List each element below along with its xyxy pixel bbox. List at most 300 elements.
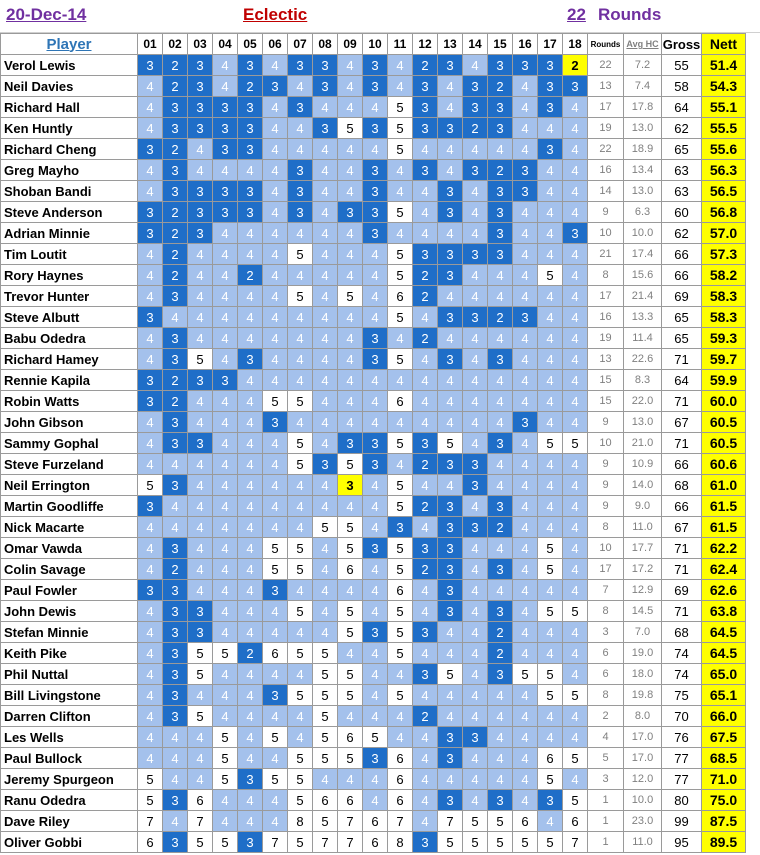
hole-header[interactable]: 13 [438,34,463,55]
hole-score-cell[interactable]: 4 [563,580,588,601]
hole-score-cell[interactable]: 3 [463,76,488,97]
hole-score-cell[interactable]: 4 [388,223,413,244]
rounds-cell[interactable]: 4 [588,727,624,748]
hole-score-cell[interactable]: 4 [138,76,163,97]
hole-score-cell[interactable]: 5 [213,727,238,748]
hole-score-cell[interactable]: 4 [438,328,463,349]
hole-header[interactable]: 16 [513,34,538,55]
hole-score-cell[interactable]: 3 [138,202,163,223]
hole-score-cell[interactable]: 4 [413,223,438,244]
hole-score-cell[interactable]: 6 [513,811,538,832]
avg-hc-cell[interactable]: 7.4 [624,76,662,97]
hole-score-cell[interactable]: 3 [488,559,513,580]
hole-score-cell[interactable]: 5 [388,118,413,139]
hole-score-cell[interactable]: 5 [388,265,413,286]
rounds-cell[interactable]: 17 [588,286,624,307]
table-row[interactable] [1,475,746,496]
avg-hc-cell[interactable]: 17.0 [624,748,662,769]
hole-score-cell[interactable]: 4 [513,370,538,391]
hole-score-cell[interactable]: 4 [238,328,263,349]
table-row[interactable] [1,223,746,244]
hole-score-cell[interactable]: 4 [363,769,388,790]
hole-score-cell[interactable]: 4 [188,328,213,349]
nett-cell[interactable]: 59.7 [702,349,746,370]
hole-score-cell[interactable]: 3 [138,223,163,244]
hole-score-cell[interactable]: 4 [513,118,538,139]
hole-score-cell[interactable]: 4 [313,601,338,622]
hole-score-cell[interactable]: 4 [388,160,413,181]
player-name-cell[interactable]: Verol Lewis [1,55,138,76]
hole-score-cell[interactable]: 7 [313,832,338,853]
hole-score-cell[interactable]: 3 [138,307,163,328]
player-name-cell[interactable]: Paul Bullock [1,748,138,769]
table-row[interactable] [1,454,746,475]
hole-score-cell[interactable]: 4 [563,328,588,349]
hole-score-cell[interactable]: 3 [438,307,463,328]
hole-score-cell[interactable]: 4 [213,790,238,811]
hole-score-cell[interactable]: 4 [238,748,263,769]
hole-score-cell[interactable]: 4 [238,412,263,433]
hole-score-cell[interactable]: 4 [188,286,213,307]
avg-hc-cell[interactable]: 15.6 [624,265,662,286]
hole-score-cell[interactable]: 3 [188,601,213,622]
player-name-cell[interactable]: Rennie Kapila [1,370,138,391]
hole-score-cell[interactable]: 4 [213,223,238,244]
hole-score-cell[interactable]: 4 [138,412,163,433]
hole-score-cell[interactable]: 4 [563,727,588,748]
player-name-cell[interactable]: Omar Vawda [1,538,138,559]
hole-score-cell[interactable]: 5 [188,349,213,370]
rounds-cell[interactable]: 19 [588,118,624,139]
player-name-cell[interactable]: Neil Davies [1,76,138,97]
hole-score-cell[interactable]: 4 [513,643,538,664]
hole-score-cell[interactable]: 4 [363,685,388,706]
player-name-cell[interactable]: Oliver Gobbi [1,832,138,853]
hole-score-cell[interactable]: 4 [288,76,313,97]
nett-cell[interactable]: 60.5 [702,412,746,433]
hole-score-cell[interactable]: 5 [338,454,363,475]
hole-score-cell[interactable]: 4 [188,496,213,517]
hole-score-cell[interactable]: 4 [138,118,163,139]
hole-header[interactable]: 01 [138,34,163,55]
hole-score-cell[interactable]: 4 [363,517,388,538]
hole-score-cell[interactable]: 3 [463,517,488,538]
gross-cell[interactable]: 71 [662,559,702,580]
hole-score-cell[interactable]: 4 [513,580,538,601]
hole-score-cell[interactable]: 4 [163,517,188,538]
hole-score-cell[interactable]: 4 [538,811,563,832]
player-name-cell[interactable]: Colin Savage [1,559,138,580]
hole-score-cell[interactable]: 4 [263,433,288,454]
avg-hc-cell[interactable]: 22.6 [624,349,662,370]
table-row[interactable] [1,55,746,76]
hole-score-cell[interactable]: 4 [488,454,513,475]
hole-score-cell[interactable]: 5 [288,601,313,622]
hole-score-cell[interactable]: 3 [488,790,513,811]
hole-score-cell[interactable]: 2 [488,517,513,538]
hole-score-cell[interactable]: 4 [463,538,488,559]
player-name-cell[interactable]: Steve Furzeland [1,454,138,475]
hole-header[interactable]: 11 [388,34,413,55]
hole-score-cell[interactable]: 4 [288,307,313,328]
hole-score-cell[interactable]: 3 [163,475,188,496]
hole-score-cell[interactable]: 4 [538,370,563,391]
hole-score-cell[interactable]: 4 [263,370,288,391]
hole-score-cell[interactable]: 4 [538,181,563,202]
hole-score-cell[interactable]: 3 [388,517,413,538]
hole-score-cell[interactable]: 3 [238,832,263,853]
hole-score-cell[interactable]: 4 [288,622,313,643]
rounds-cell[interactable]: 1 [588,811,624,832]
gross-cell[interactable]: 66 [662,265,702,286]
hole-score-cell[interactable]: 5 [288,538,313,559]
hole-score-cell[interactable]: 4 [413,412,438,433]
hole-score-cell[interactable]: 5 [338,118,363,139]
hole-score-cell[interactable]: 4 [363,601,388,622]
hole-score-cell[interactable]: 4 [513,265,538,286]
hole-header[interactable]: 07 [288,34,313,55]
hole-score-cell[interactable]: 3 [513,181,538,202]
hole-score-cell[interactable]: 4 [563,496,588,517]
hole-score-cell[interactable]: 2 [413,55,438,76]
rounds-cell[interactable]: 5 [588,748,624,769]
hole-score-cell[interactable]: 4 [263,496,288,517]
hole-score-cell[interactable]: 2 [163,223,188,244]
hole-score-cell[interactable]: 4 [388,55,413,76]
hole-score-cell[interactable]: 4 [438,391,463,412]
hole-score-cell[interactable]: 2 [413,454,438,475]
table-row[interactable] [1,706,746,727]
hole-score-cell[interactable]: 4 [538,286,563,307]
gross-cell[interactable]: 68 [662,622,702,643]
hole-score-cell[interactable]: 4 [513,559,538,580]
nett-cell[interactable]: 58.2 [702,265,746,286]
hole-score-cell[interactable]: 5 [563,433,588,454]
hole-score-cell[interactable]: 4 [288,475,313,496]
hole-score-cell[interactable]: 4 [238,685,263,706]
hole-score-cell[interactable]: 3 [438,265,463,286]
hole-score-cell[interactable]: 3 [313,454,338,475]
hole-score-cell[interactable]: 4 [563,181,588,202]
hole-score-cell[interactable]: 3 [338,433,363,454]
hole-score-cell[interactable]: 7 [338,811,363,832]
hole-score-cell[interactable]: 4 [413,727,438,748]
hole-score-cell[interactable]: 4 [388,727,413,748]
hole-score-cell[interactable]: 4 [188,139,213,160]
hole-score-cell[interactable]: 4 [238,664,263,685]
hole-score-cell[interactable]: 4 [263,790,288,811]
hole-score-cell[interactable]: 4 [363,244,388,265]
hole-score-cell[interactable]: 3 [488,496,513,517]
hole-score-cell[interactable]: 3 [463,475,488,496]
hole-score-cell[interactable]: 3 [363,181,388,202]
hole-score-cell[interactable]: 4 [463,391,488,412]
hole-score-cell[interactable]: 3 [363,622,388,643]
hole-score-cell[interactable]: 4 [163,307,188,328]
hole-score-cell[interactable]: 4 [188,307,213,328]
hole-score-cell[interactable]: 4 [188,580,213,601]
hole-score-cell[interactable]: 2 [163,76,188,97]
hole-score-cell[interactable]: 4 [513,496,538,517]
hole-score-cell[interactable]: 3 [238,97,263,118]
hole-score-cell[interactable]: 3 [438,118,463,139]
hole-score-cell[interactable]: 7 [188,811,213,832]
avg-hc-cell[interactable]: 17.0 [624,727,662,748]
hole-score-cell[interactable]: 4 [563,370,588,391]
table-row[interactable] [1,769,746,790]
hole-score-cell[interactable]: 6 [388,391,413,412]
avg-hc-cell[interactable]: 9.0 [624,496,662,517]
hole-score-cell[interactable]: 4 [463,601,488,622]
hole-score-cell[interactable]: 4 [213,76,238,97]
table-row[interactable] [1,664,746,685]
gross-cell[interactable]: 71 [662,391,702,412]
hole-score-cell[interactable]: 4 [488,265,513,286]
hole-header[interactable]: 18 [563,34,588,55]
hole-score-cell[interactable]: 4 [263,622,288,643]
hole-score-cell[interactable]: 6 [388,748,413,769]
gross-cell[interactable]: 77 [662,748,702,769]
hole-score-cell[interactable]: 3 [363,349,388,370]
hole-score-cell[interactable]: 4 [388,76,413,97]
hole-score-cell[interactable]: 3 [463,307,488,328]
hole-score-cell[interactable]: 3 [163,181,188,202]
hole-score-cell[interactable]: 2 [163,139,188,160]
avg-hc-cell[interactable]: 17.7 [624,538,662,559]
hole-score-cell[interactable]: 4 [538,517,563,538]
hole-score-cell[interactable]: 5 [563,601,588,622]
hole-score-cell[interactable]: 4 [138,559,163,580]
hole-score-cell[interactable]: 4 [313,433,338,454]
hole-score-cell[interactable]: 4 [563,538,588,559]
hole-score-cell[interactable]: 4 [513,328,538,349]
table-row[interactable] [1,748,746,769]
hole-score-cell[interactable]: 4 [513,454,538,475]
hole-score-cell[interactable]: 4 [363,706,388,727]
hole-score-cell[interactable]: 4 [138,433,163,454]
gross-cell[interactable]: 69 [662,580,702,601]
hole-score-cell[interactable]: 5 [388,643,413,664]
hole-score-cell[interactable]: 4 [513,286,538,307]
hole-score-cell[interactable]: 4 [538,328,563,349]
nett-cell[interactable]: 62.6 [702,580,746,601]
hole-score-cell[interactable]: 3 [163,664,188,685]
hole-score-cell[interactable]: 4 [238,223,263,244]
hole-score-cell[interactable]: 4 [413,517,438,538]
hole-score-cell[interactable]: 4 [238,496,263,517]
hole-score-cell[interactable]: 4 [363,496,388,517]
hole-score-cell[interactable]: 5 [213,832,238,853]
hole-score-cell[interactable]: 4 [338,349,363,370]
hole-score-cell[interactable]: 2 [413,286,438,307]
table-row[interactable] [1,181,746,202]
hole-header[interactable]: 12 [413,34,438,55]
hole-score-cell[interactable]: 4 [363,643,388,664]
hole-score-cell[interactable]: 3 [363,76,388,97]
hole-score-cell[interactable]: 2 [413,328,438,349]
hole-score-cell[interactable]: 5 [288,244,313,265]
hole-score-cell[interactable]: 4 [563,118,588,139]
hole-score-cell[interactable]: 3 [213,139,238,160]
hole-score-cell[interactable]: 2 [238,643,263,664]
hole-score-cell[interactable]: 4 [463,202,488,223]
avg-hc-cell[interactable]: 8.3 [624,370,662,391]
player-name-cell[interactable]: Steve Albutt [1,307,138,328]
hole-score-cell[interactable]: 3 [188,181,213,202]
hole-score-cell[interactable]: 3 [213,118,238,139]
hole-score-cell[interactable]: 3 [488,349,513,370]
player-name-cell[interactable]: Stefan Minnie [1,622,138,643]
hole-score-cell[interactable]: 7 [563,832,588,853]
hole-score-cell[interactable]: 4 [213,685,238,706]
table-row[interactable] [1,244,746,265]
nett-cell[interactable]: 64.5 [702,643,746,664]
hole-score-cell[interactable]: 3 [363,748,388,769]
hole-score-cell[interactable]: 3 [413,433,438,454]
hole-score-cell[interactable]: 4 [213,307,238,328]
hole-score-cell[interactable]: 5 [138,790,163,811]
hole-score-cell[interactable]: 4 [438,286,463,307]
hole-score-cell[interactable]: 4 [313,265,338,286]
hole-score-cell[interactable]: 3 [488,664,513,685]
table-row[interactable] [1,160,746,181]
hole-score-cell[interactable]: 3 [488,223,513,244]
hole-score-cell[interactable]: 4 [288,412,313,433]
hole-score-cell[interactable]: 3 [138,496,163,517]
hole-score-cell[interactable]: 2 [413,706,438,727]
hole-score-cell[interactable]: 4 [238,475,263,496]
hole-score-cell[interactable]: 3 [488,601,513,622]
hole-score-cell[interactable]: 4 [288,118,313,139]
hole-score-cell[interactable]: 4 [263,811,288,832]
hole-score-cell[interactable]: 4 [563,265,588,286]
table-row[interactable] [1,139,746,160]
nett-cell[interactable]: 89.5 [702,832,746,853]
hole-score-cell[interactable]: 4 [238,517,263,538]
hole-score-cell[interactable]: 5 [263,727,288,748]
hole-score-cell[interactable]: 3 [513,55,538,76]
table-row[interactable] [1,370,746,391]
hole-score-cell[interactable]: 4 [338,223,363,244]
hole-score-cell[interactable]: 5 [188,643,213,664]
hole-score-cell[interactable]: 5 [188,706,213,727]
rounds-cell[interactable]: 10 [588,538,624,559]
hole-score-cell[interactable]: 4 [138,517,163,538]
table-row[interactable] [1,601,746,622]
hole-score-cell[interactable]: 3 [488,97,513,118]
hole-score-cell[interactable]: 3 [188,76,213,97]
hole-header[interactable]: 08 [313,34,338,55]
hole-score-cell[interactable]: 3 [313,118,338,139]
hole-score-cell[interactable]: 3 [463,160,488,181]
hole-score-cell[interactable]: 4 [513,475,538,496]
nett-cell[interactable]: 56.5 [702,181,746,202]
nett-cell[interactable]: 55.1 [702,97,746,118]
avg-hc-cell[interactable]: 13.0 [624,118,662,139]
hole-score-cell[interactable]: 4 [213,811,238,832]
hole-score-cell[interactable]: 4 [213,286,238,307]
hole-score-cell[interactable]: 4 [488,475,513,496]
gross-cell[interactable]: 68 [662,475,702,496]
hole-score-cell[interactable]: 4 [263,349,288,370]
avg-hc-cell[interactable]: 13.0 [624,181,662,202]
avg-hc-cell[interactable]: 17.8 [624,97,662,118]
avg-hc-cell[interactable]: 21.0 [624,433,662,454]
hole-score-cell[interactable]: 4 [263,664,288,685]
hole-score-cell[interactable]: 4 [538,475,563,496]
avg-hc-cell[interactable]: 10.0 [624,790,662,811]
gross-cell[interactable]: 63 [662,181,702,202]
player-name-cell[interactable]: Neil Errington [1,475,138,496]
rounds-cell[interactable]: 3 [588,622,624,643]
hole-score-cell[interactable]: 5 [288,454,313,475]
hole-score-cell[interactable]: 4 [313,622,338,643]
player-name-cell[interactable]: Ranu Odedra [1,790,138,811]
hole-score-cell[interactable]: 4 [188,769,213,790]
hole-score-cell[interactable]: 4 [438,643,463,664]
hole-score-cell[interactable]: 3 [288,202,313,223]
hole-score-cell[interactable]: 3 [163,706,188,727]
hole-score-cell[interactable]: 3 [213,97,238,118]
hole-score-cell[interactable]: 4 [288,664,313,685]
hole-score-cell[interactable]: 4 [463,55,488,76]
gross-cell[interactable]: 74 [662,643,702,664]
hole-score-cell[interactable]: 4 [463,496,488,517]
hole-score-cell[interactable]: 5 [338,286,363,307]
hole-score-cell[interactable]: 3 [438,538,463,559]
hole-score-cell[interactable]: 5 [338,601,363,622]
hole-score-cell[interactable]: 5 [388,559,413,580]
hole-score-cell[interactable]: 4 [513,223,538,244]
hole-score-cell[interactable]: 4 [538,412,563,433]
avg-hc-cell[interactable]: 14.0 [624,475,662,496]
table-row[interactable] [1,832,746,853]
hole-score-cell[interactable]: 4 [238,160,263,181]
hole-score-cell[interactable]: 3 [338,475,363,496]
hole-score-cell[interactable]: 4 [463,580,488,601]
player-name-cell[interactable]: Paul Fowler [1,580,138,601]
hole-score-cell[interactable]: 4 [138,538,163,559]
hole-score-cell[interactable]: 4 [213,517,238,538]
hole-score-cell[interactable]: 3 [538,55,563,76]
gross-cell[interactable]: 66 [662,454,702,475]
player-name-cell[interactable]: Jeremy Spurgeon [1,769,138,790]
hole-score-cell[interactable]: 4 [138,727,163,748]
hole-score-cell[interactable]: 4 [213,433,238,454]
hole-score-cell[interactable]: 4 [288,370,313,391]
hole-score-cell[interactable]: 3 [463,454,488,475]
table-row[interactable] [1,517,746,538]
hole-score-cell[interactable]: 4 [313,349,338,370]
hole-score-cell[interactable]: 3 [313,55,338,76]
hole-score-cell[interactable]: 5 [288,286,313,307]
rounds-cell[interactable]: 6 [588,664,624,685]
hole-score-cell[interactable]: 4 [463,643,488,664]
hole-score-cell[interactable]: 4 [463,286,488,307]
hole-score-cell[interactable]: 3 [238,139,263,160]
hole-score-cell[interactable]: 4 [188,727,213,748]
player-name-cell[interactable]: Babu Odedra [1,328,138,349]
hole-score-cell[interactable]: 3 [363,538,388,559]
hole-score-cell[interactable]: 4 [238,433,263,454]
hole-score-cell[interactable]: 2 [563,55,588,76]
hole-score-cell[interactable]: 4 [513,706,538,727]
hole-score-cell[interactable]: 2 [163,202,188,223]
hole-score-cell[interactable]: 3 [238,118,263,139]
gross-cell[interactable]: 65 [662,307,702,328]
table-row[interactable] [1,622,746,643]
hole-score-cell[interactable]: 4 [238,622,263,643]
